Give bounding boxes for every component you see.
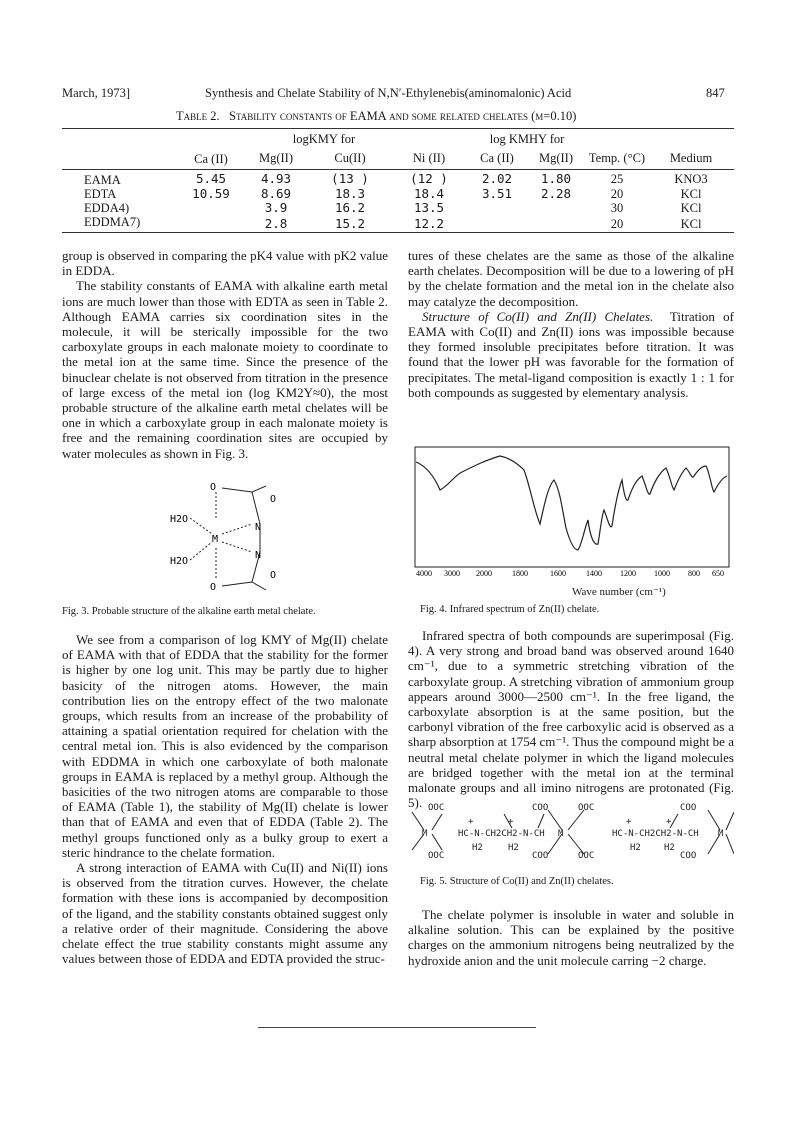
fig5-caption: Fig. 5. Structure of Co(II) and Zn(II) chelates. <box>420 876 614 887</box>
fig5-label-ooc: OOC <box>578 803 595 813</box>
cell: 1.80 <box>540 170 572 186</box>
cell: 3.51 <box>481 186 513 201</box>
table-row <box>62 201 734 215</box>
fig4-tick: 3000 <box>444 569 460 578</box>
cell <box>468 215 526 233</box>
fig3-label-metal: M <box>212 534 219 545</box>
cell: 20 <box>610 187 624 201</box>
fig4-tick: 1800 <box>512 569 528 578</box>
cell: 2.02 <box>481 170 513 186</box>
cell: 18.3 <box>334 186 366 201</box>
fig3-label-n2: N <box>255 550 262 561</box>
fig5-plus: + <box>508 817 514 827</box>
cell: 10.59 <box>192 186 230 201</box>
fig5-label-h2: H2 <box>630 843 641 853</box>
fig4-tick: 1000 <box>654 569 670 578</box>
fig4-tick: 4000 <box>416 569 432 578</box>
col-header: Temp. (°C) <box>588 150 646 165</box>
cell: KNO3 <box>674 171 708 186</box>
right-column-bottom <box>408 907 734 968</box>
cell: 2.28 <box>540 186 572 201</box>
fig5-label-coo: COO <box>532 803 549 813</box>
right-column-top <box>408 248 734 400</box>
fig4-tick: 1400 <box>586 569 602 578</box>
paragraph: tures of these chelates are the same as those of the alkaline earth chelates. Decomposition will be due to a lowering of pH by the chelate formation and the metal ion in the chelate also may catalyze the decomposition. <box>408 248 734 309</box>
fig4-xlabel: Wave number (cm⁻¹) <box>572 586 666 598</box>
fig3-label-n1: N <box>255 522 262 533</box>
table-row <box>62 170 734 188</box>
cell: 4.93 <box>260 170 292 186</box>
left-column-bottom <box>62 632 388 966</box>
cell: 20 <box>610 216 624 231</box>
cell: 15.2 <box>334 215 366 231</box>
section-heading: Structure of Co(II) and Zn(II) Chelates. <box>422 308 654 324</box>
fig3-label-o: O <box>270 494 277 505</box>
cell <box>468 201 526 215</box>
fig3-label-o: O <box>210 482 217 493</box>
cell: 25 <box>610 171 624 186</box>
cell: 3.9 <box>264 200 288 215</box>
cell: KCl <box>680 187 702 201</box>
fig5-metal: M <box>558 829 564 839</box>
fig3-label-h2o-bot: H2O <box>170 556 189 567</box>
fig5-segment: HC-N-CH2CH2-N-CH <box>458 829 545 839</box>
table-caption <box>176 109 576 124</box>
running-header-title: Synthesis and Chelate Stability of N,N′-Ethylenebis(aminomalonic) Acid <box>205 86 572 100</box>
fig5-metal: M <box>422 829 428 839</box>
fig5-plus: + <box>468 817 474 827</box>
cell: 16.2 <box>334 200 366 215</box>
cell: 5.45 <box>195 170 227 186</box>
paragraph <box>408 309 734 400</box>
paragraph: The stability constants of EAMA with alkaline earth metal ions are much lower than those with EDTA as seen in Table 2. Although EAMA carries six coordination sites in the molecule, it will be sterically impossible for the two carboxylate groups in each malonate moiety to coordinate to the metal ion at the same time. Since the presence of the binuclear chelate is not observed from titration in the presence of large excess of the metal ion (log KM2Y≈0), the most probable structure of the alkaline earth metal chelates will be one in which a carboxylate group in each malonate moiety is free and the remaining coordination sites are occupied by water molecules as shown in Fig. 3. <box>62 278 388 461</box>
col-header: Ca (II) <box>480 150 514 165</box>
fig4-tick: 800 <box>688 569 700 578</box>
stability-table <box>62 128 734 233</box>
fig4-tick: 2000 <box>476 569 492 578</box>
cell: KCl <box>680 216 702 231</box>
cell: 8.69 <box>260 186 292 201</box>
cell: 30 <box>610 201 624 215</box>
fig3-label-o: O <box>210 582 217 593</box>
cell <box>526 201 586 215</box>
row-label: EDDA4) <box>84 201 130 215</box>
table-row <box>62 215 734 233</box>
row-label: EAMA <box>84 173 121 187</box>
col-header: Medium <box>669 150 713 165</box>
paragraph: A strong interaction of EAMA with Cu(II) and Ni(II) ions is observed from the titration curves. However, the chelate formation with these ions is accompanied by decomposition of the ligand, and the stability constants obtained suggest only a relative order of their magnitude. Considering the above chelate effect the true stability constants might assume any values between those of EDDA and EDTA provided the struc- <box>62 860 388 967</box>
paragraph: The chelate polymer is insoluble in water and soluble in alkaline solution. This can be explained by the positive charges on the ammonium nitrogens being neutralized by the hydroxide anion and the unit molecule carring −2 charge. <box>408 907 734 968</box>
paragraph: We see from a comparison of log KMY of Mg(II) chelate of EAMA with that of EDDA that the stability for the former is higher by one log unit. This may be partly due to higher basicity of the nitrogen atoms. However, the main contribution lies on the entropy effect of the two malonate groups, which results from an increase of the probability of attaining a spatial orientation required for chelation with the central metal ion. This is also evidenced by the comparison with EDDMA in which one carboxylate of both malonate groups in EAMA is replaced by a methyl group. Although the basicities of the two nitrogen atoms are comparable to those of EAMA (Table 1), the stability of Mg(II) chelate is lower than that of EAMA and even that of EDDA (Table 2). The methyl groups functioned only as a bulky group to exert a steric hindrance to the chelate formation. <box>62 632 388 860</box>
fig4-tick: 1200 <box>620 569 636 578</box>
fig5-label-h2: H2 <box>508 843 519 853</box>
paragraph-text: Titration of EAMA with Co(II) and Zn(II) ions was impossible because they formed insoluble precipitates before titration. It was found that the lower pH was favorable for the formation of precipitates. The metal-ligand composition is exactly 1 : 1 for both compounds as suggested by elementary analysis. <box>408 308 735 400</box>
cell: (12 ) <box>410 170 448 186</box>
col-header: Ca (II) <box>194 152 228 166</box>
fig4-tick: 650 <box>712 569 724 578</box>
cell: (13 ) <box>331 170 369 186</box>
paragraph: Infrared spectra of both compounds are superimposal (Fig. 4). A very strong and broad band was observed around 1640 cm⁻¹, due to a symmetric stretching vibration of the carboxylate group. A stretching vibration of ammonium group appears around 3000—2500 cm⁻¹. In the free ligand, the carboxylate absorption is at the same position, but the carbonyl vibration of the free carboxylic acid is observed as a sharp absorption at 1754 cm⁻¹. Thus the compound might be a neutral metal chelate polymer in which the ligand molecules are bridged together with the metal ion at the terminal malonate groups and all imino nitrogens are protonated (Fig. 5). <box>408 628 734 811</box>
col-header: Mg(II) <box>538 150 573 165</box>
cell <box>526 215 586 233</box>
fig3-label-o: O <box>270 570 277 581</box>
cell <box>180 201 242 215</box>
fig4-ir-spectrum <box>414 446 730 578</box>
col-header: Cu(II) <box>334 150 366 165</box>
fig3-caption: Fig. 3. Probable structure of the alkaline earth metal chelate. <box>62 606 316 617</box>
col-header: Mg(II) <box>258 150 293 165</box>
fig4-ticks <box>416 569 724 578</box>
fig5-metal: M <box>718 829 724 839</box>
group-header-logkmhy: log KMHY for <box>489 132 565 146</box>
fig5-label-ooc: OOC <box>428 803 445 813</box>
row-label: EDTA <box>84 187 117 201</box>
fig5-plus: + <box>666 817 672 827</box>
fig4-tick: 1600 <box>550 569 566 578</box>
group-header-logkmy: logKMY for <box>292 132 356 146</box>
fig5-label-coo: COO <box>680 851 697 861</box>
fig5-segment: HC-N-CH2CH2-N-CH <box>612 829 699 839</box>
fig5-plus: + <box>626 817 632 827</box>
running-header-left: March, 1973] <box>62 86 131 100</box>
paragraph: group is observed in comparing the pK4 value with pK2 value in EDDA. <box>62 248 388 279</box>
fig5-label-coo: COO <box>532 851 549 861</box>
left-column-top <box>62 248 388 461</box>
cell: 2.8 <box>264 215 288 231</box>
cell: 18.4 <box>413 186 445 201</box>
row-label: EDDMA7) <box>84 215 141 229</box>
fig5-label-h2: H2 <box>472 843 483 853</box>
end-rule <box>258 1027 536 1028</box>
fig4-caption: Fig. 4. Infrared spectrum of Zn(II) chelate. <box>420 604 600 615</box>
fig5-structure <box>408 800 734 864</box>
col-header: Ni (II) <box>412 150 446 165</box>
cell: 12.2 <box>413 215 445 231</box>
cell: KCl <box>680 201 702 215</box>
cell: 13.5 <box>413 200 445 215</box>
right-column-middle <box>408 628 734 810</box>
fig5-label-coo: COO <box>680 803 697 813</box>
page-number: 847 <box>706 86 725 100</box>
fig3-structure <box>160 478 320 608</box>
fig3-label-h2o-top: H2O <box>170 514 189 525</box>
fig5-label-ooc: OOC <box>428 851 445 861</box>
fig5-label-ooc: OOC <box>578 851 595 861</box>
fig5-label-h2: H2 <box>664 843 675 853</box>
cell <box>180 215 242 233</box>
table-caption-label: Table 2. <box>176 109 220 123</box>
table-row <box>62 187 734 201</box>
table-caption-text: Stability constants of EAMA and some related chelates (μ=0.10) <box>229 109 577 123</box>
fig4-spectrum-line <box>416 456 727 550</box>
fig4-frame <box>415 447 729 567</box>
